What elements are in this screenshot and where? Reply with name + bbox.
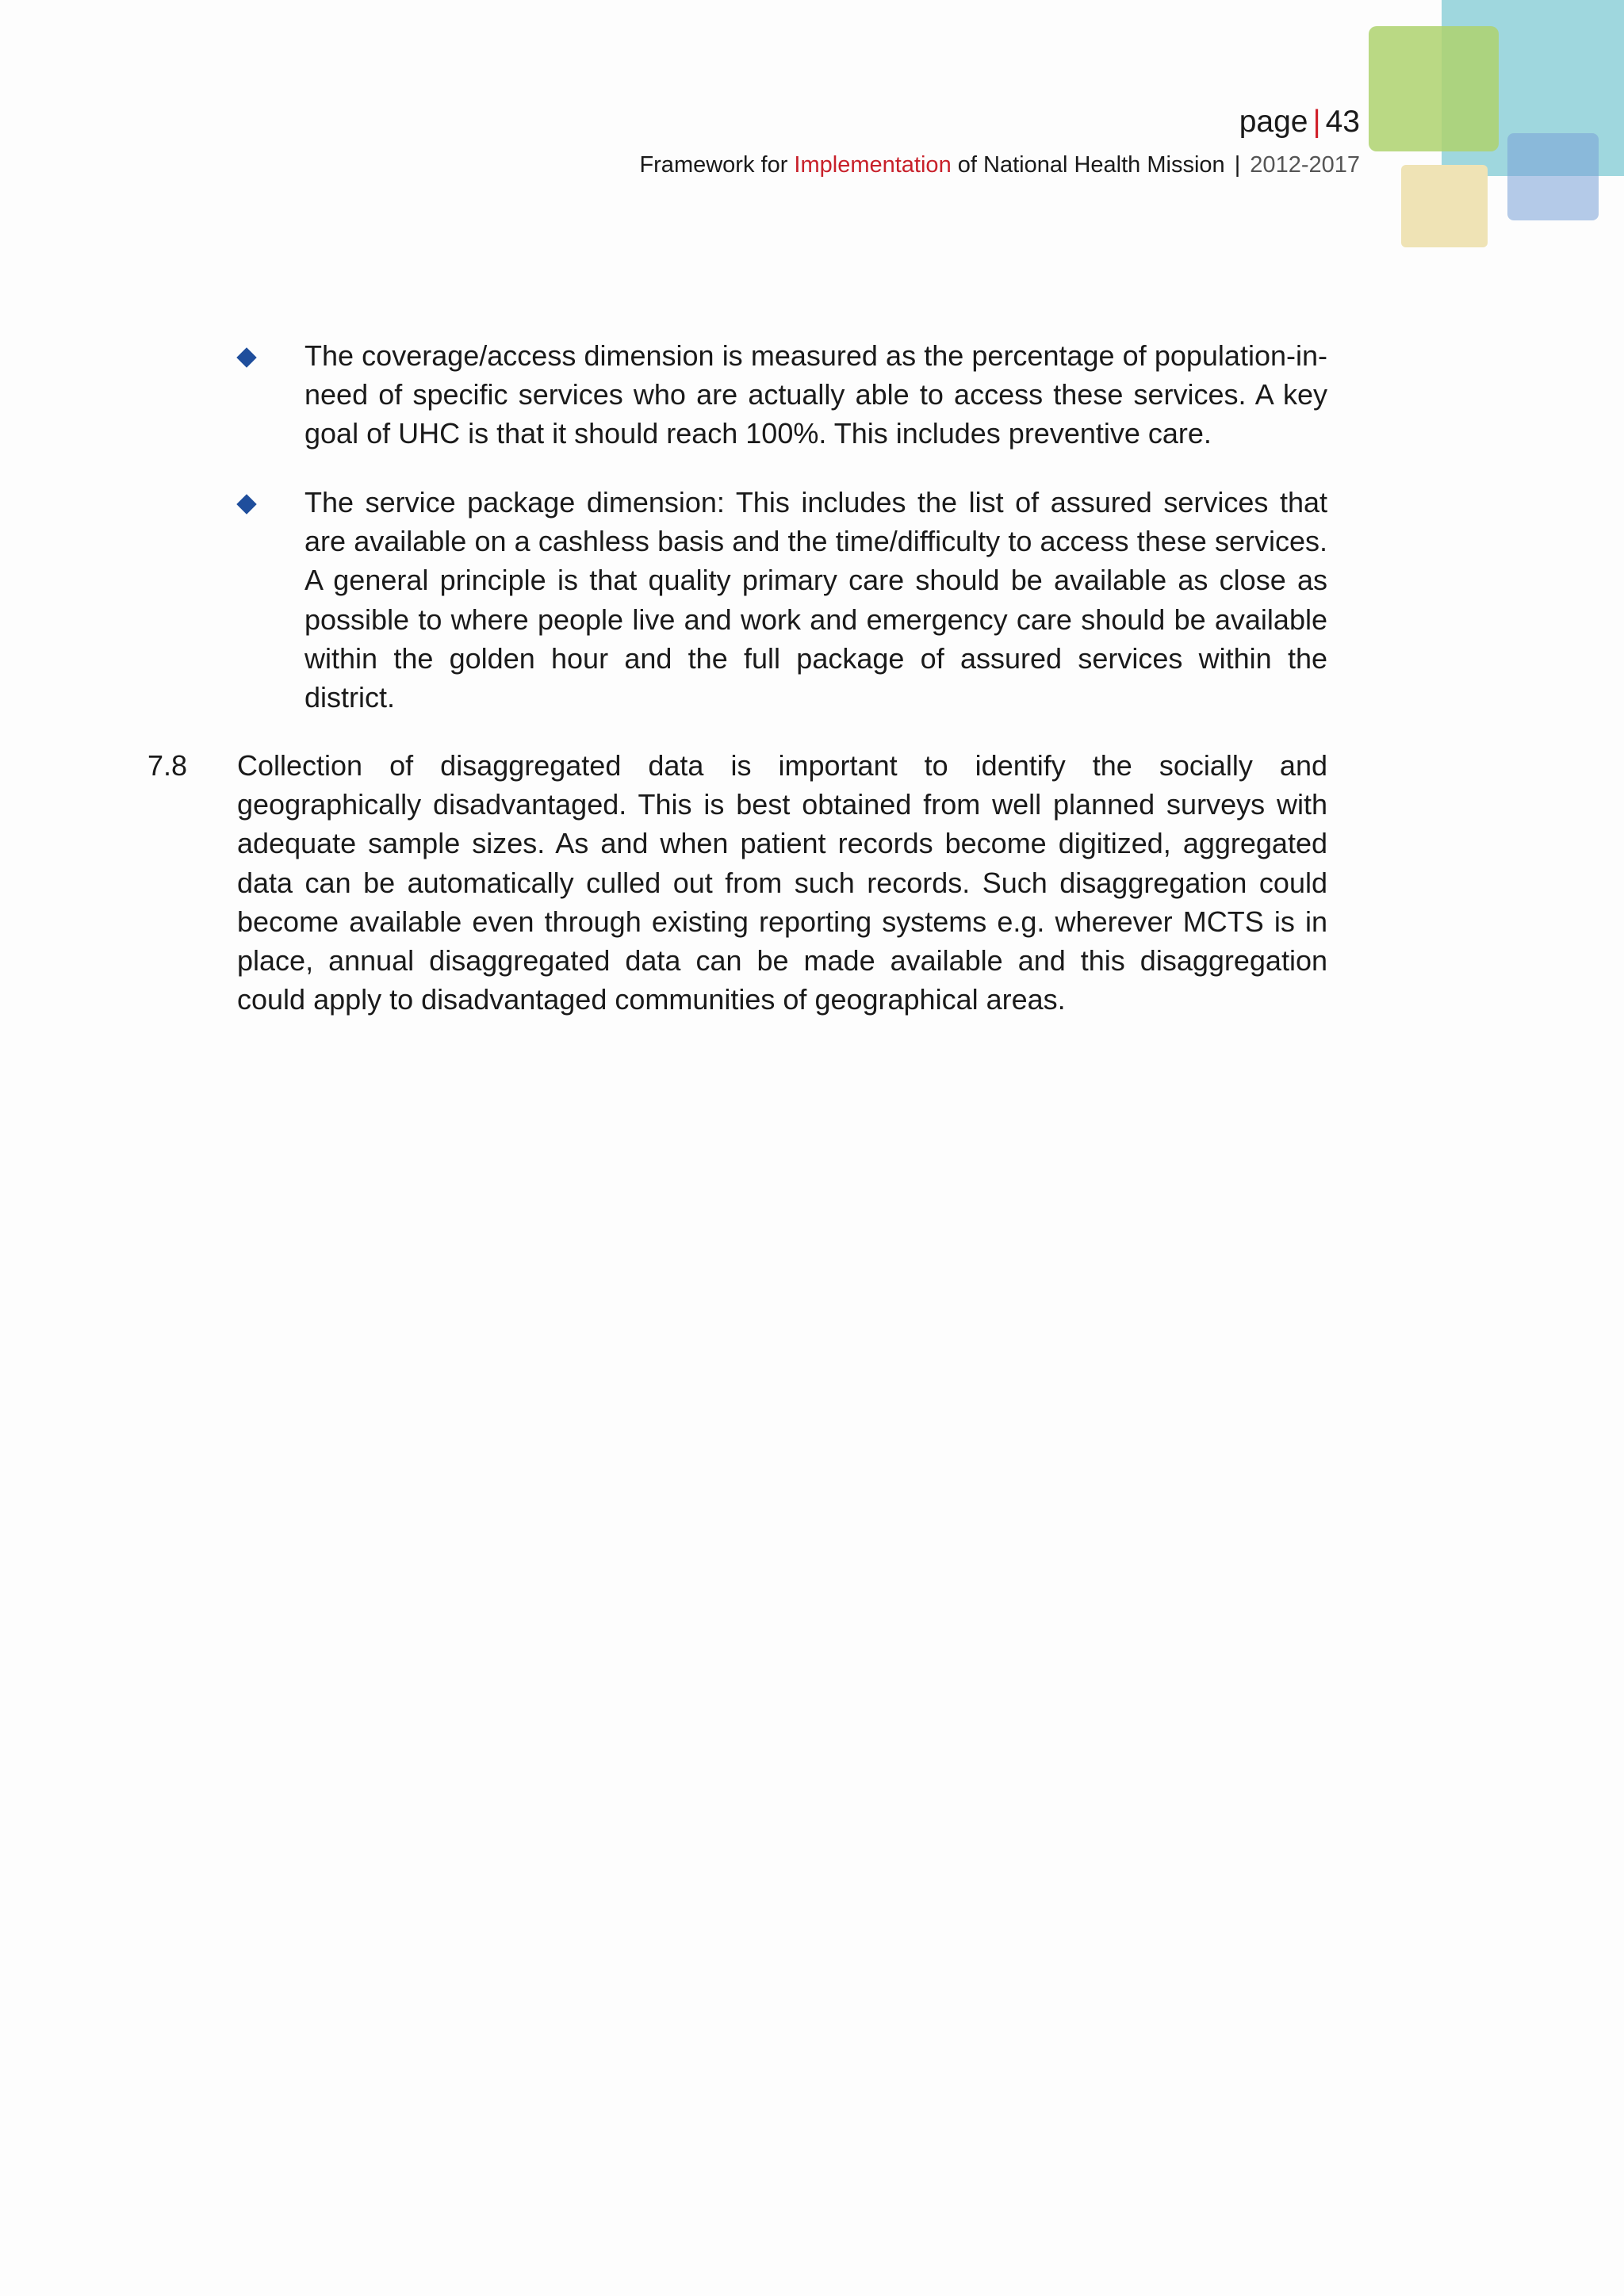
section-paragraph: Collection of disaggregated data is important to identify the socially and geographically disadvantaged. This is best obtained from well planned surveys with adequate sample sizes. As and when patient records become digitized, aggregated data can be automatically culled out from such records. Such disaggregation could become available even through existing reporting systems e.g. wherever MCTS is in place, annual disaggregated data can be made available and this disaggregation could apply to disadvantaged communities of geographical areas. xyxy=(237,749,1327,1016)
decorative-square-yellow xyxy=(1401,165,1488,247)
running-title xyxy=(639,149,1360,181)
page-label: page xyxy=(1239,105,1308,139)
running-title-separator: | xyxy=(1234,152,1241,178)
decorative-square-green xyxy=(1369,26,1499,151)
running-title-part2: of National Health Mission xyxy=(951,152,1231,178)
running-title-accent: Implementation xyxy=(794,152,952,178)
bullet-paragraph-coverage: The coverage/access dimension is measured as the percentage of population-in-need of specific services who are actually able to access these services. A key goal of UHC is that it should reach 100%. This includes preventive care. xyxy=(304,339,1327,450)
running-title-years: 2012-2017 xyxy=(1243,152,1360,178)
diamond-bullet-icon xyxy=(236,494,256,514)
running-title-part1: Framework for xyxy=(639,152,795,178)
decorative-square-blue xyxy=(1507,133,1599,220)
bullet-paragraph-service-package: The service package dimension: This includes the list of assured services that are available on a cashless basis and the time/difficulty to access these services. A general principle is that quality primary care should be available as close as possible to where people live and work and emergency care should be available within the golden hour and the full package of assured services within the district. xyxy=(304,486,1327,714)
page-number: 43 xyxy=(1325,105,1360,139)
page-number-label xyxy=(1239,101,1360,143)
section-number: 7.8 xyxy=(147,749,188,782)
diamond-bullet-icon xyxy=(236,347,256,367)
page-separator: | xyxy=(1312,105,1321,139)
